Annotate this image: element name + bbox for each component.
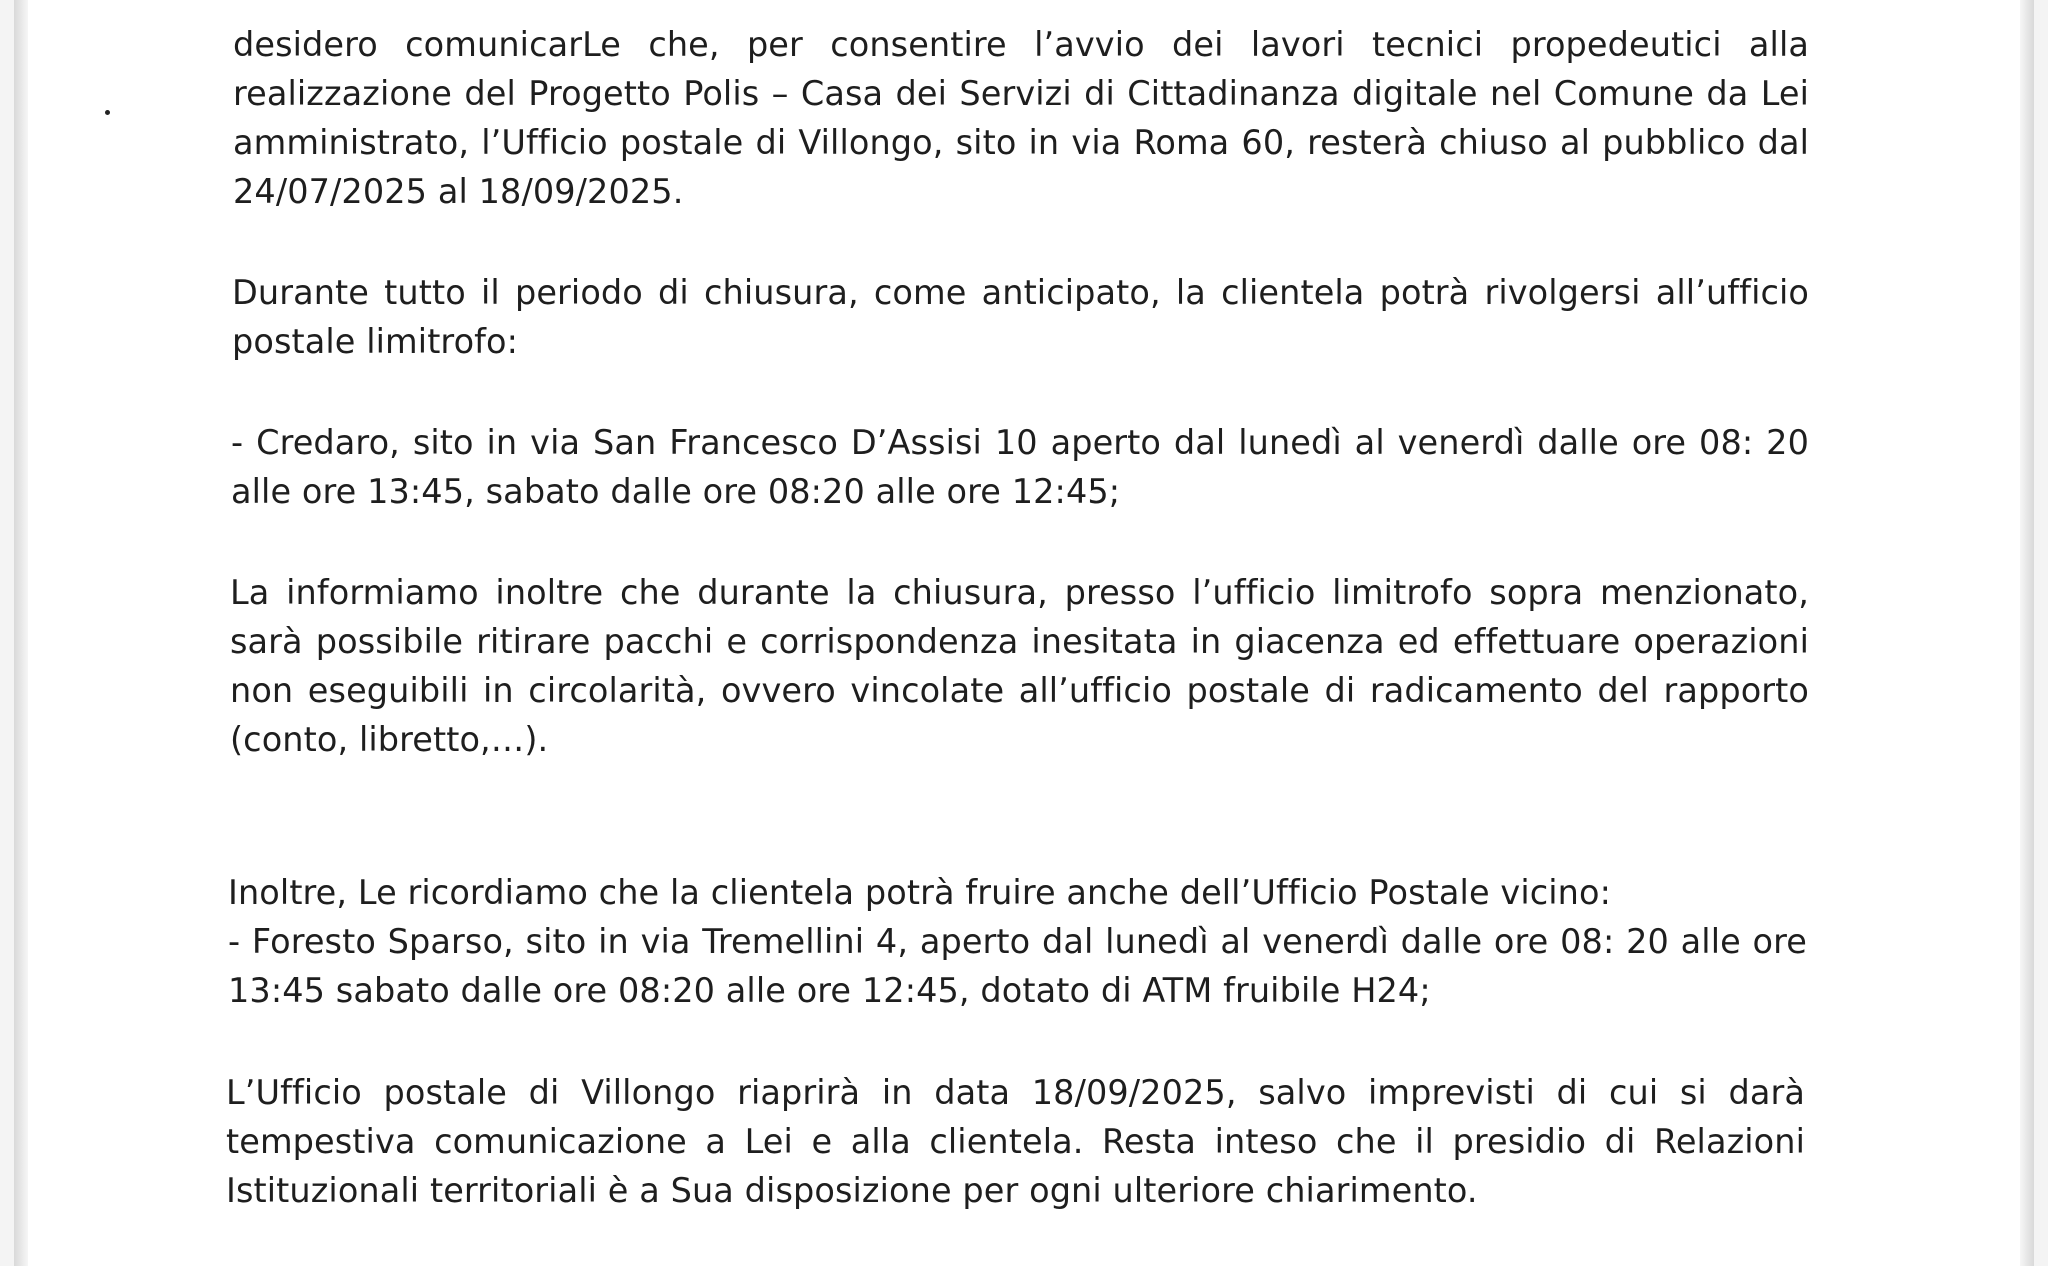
paragraph-closure-period: Durante tutto il periodo di chiusura, come anticipato, la clientela potrà rivolgersi all’ufficio postale limitrofo: xyxy=(232,273,1809,361)
document-page xyxy=(14,0,2034,1266)
office-credaro: - Credaro, sito in via San Francesco D’Assisi 10 aperto dal lunedì al venerdì dalle ore 08: 20 alle ore 13:45, sabato dalle ore 08:20 alle ore 12:45; xyxy=(231,423,1809,511)
paragraph-services: La informiamo inoltre che durante la chiusura, presso l’ufficio limitrofo sopra menzionato, sarà possibile ritirare pacchi e corrispondenza inesitata in giacenza ed effettuare operazioni non eseguibili in circolarità, ovvero vincolate all’ufficio postale di radicamento del rapporto (conto, libretto,…). xyxy=(230,573,1809,759)
paragraph-reopening: L’Ufficio postale di Villongo riaprirà in data 18/09/2025, salvo imprevisti di cui si darà tempestiva comunicazione a Lei e alla clientela. Resta inteso che il presidio di Relazioni Istituzionali territoriali è a Sua disposizione per ogni ulteriore chiarimento. xyxy=(226,1073,1805,1210)
margin-mark xyxy=(105,110,110,115)
page-edge-left xyxy=(14,0,28,1266)
office-foresto: - Foresto Sparso, sito in via Tremellini 4, aperto dal lunedì al venerdì dalle ore 08: 20 alle ore 13:45 sabato dalle ore 08:20 alle ore 12:45, dotato di ATM fruibile H24; xyxy=(228,922,1807,1010)
nearby-office-block xyxy=(228,868,1807,1015)
page-edge-right xyxy=(2020,0,2034,1266)
paragraph-intro: desidero comunicarLe che, per consentire l’avvio dei lavori tecnici propedeutici alla realizzazione del Progetto Polis – Casa dei Servizi di Cittadinanza digitale nel Comune da Lei amministrato, l’Ufficio postale di Villongo, sito in via Roma 60, resterà chiuso al pubblico dal 24/07/2025 al 18/09/2025. xyxy=(233,25,1809,211)
paragraph-nearby-intro: Inoltre, Le ricordiamo che la clientela potrà fruire anche dell’Ufficio Postale vicino: xyxy=(228,873,1611,912)
